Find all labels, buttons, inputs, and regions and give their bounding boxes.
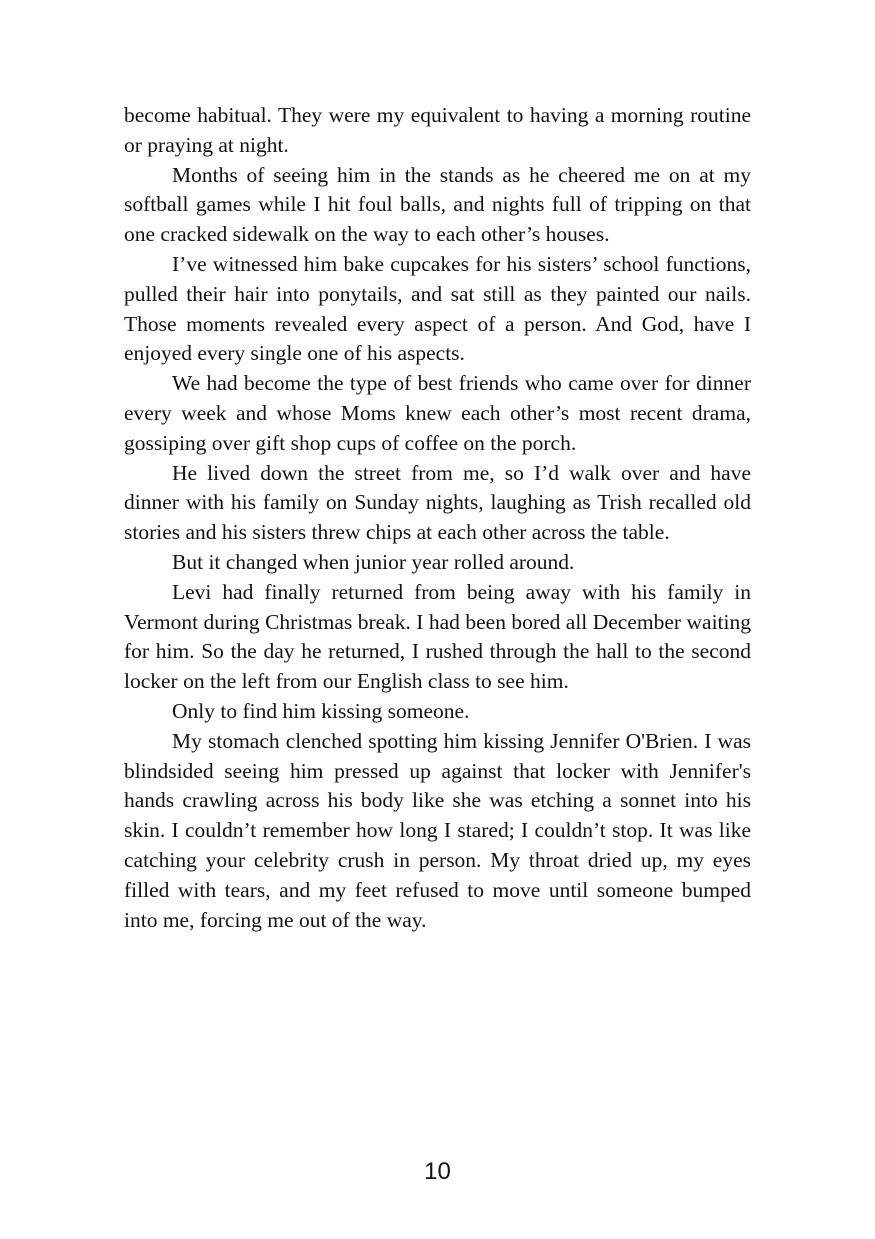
paragraph: Levi had finally returned from being away with his family in Vermont during Christmas break. I had been bored all December waiting for him. So the day he returned, I rushed through the hall to the second locker on the left from our English class to see him. xyxy=(124,579,751,694)
paragraph: become habitual. They were my equivalent to having a morning routine or praying at night. xyxy=(124,103,751,157)
paragraph: We had become the type of best friends who came over for dinner every week and whose Moms knew each other’s most recent drama, gossiping over gift shop cups of coffee on the porch. xyxy=(124,371,751,455)
paragraph: Only to find him kissing someone. xyxy=(172,698,470,723)
paragraph: I’ve witnessed him bake cupcakes for his sisters’ school functions, pulled their hair into ponytails, and sat still as they painted our nails. Those moments revealed every aspect of a person. And God, have I enjoyed every single one of his aspects. xyxy=(124,251,751,366)
paragraph: Months of seeing him in the stands as he cheered me on at my softball games while I hit foul balls, and nights full of tripping on that one cracked sidewalk on the way to each other’s houses. xyxy=(124,162,751,247)
page-number: 10 xyxy=(424,1158,451,1185)
paragraph: But it changed when junior year rolled around. xyxy=(172,549,575,574)
page-text xyxy=(124,101,751,935)
paragraph: He lived down the street from me, so I’d walk over and have dinner with his family on Sunday nights, laughing as Trish recalled old stories and his sisters threw chips at each other across the table. xyxy=(124,460,751,545)
paragraph: My stomach clenched spotting him kissing Jennifer O'Brien. I was blindsided seeing him pressed up against that locker with Jennifer's hands crawling across his body like she was etching a sonnet into his skin. I couldn’t remember how long I stared; I couldn’t stop. It was like catching your celebrity crush in person. My throat dried up, my eyes filled with tears, and my feet refused to move until someone bumped into me, forcing me out of the way. xyxy=(124,728,751,932)
